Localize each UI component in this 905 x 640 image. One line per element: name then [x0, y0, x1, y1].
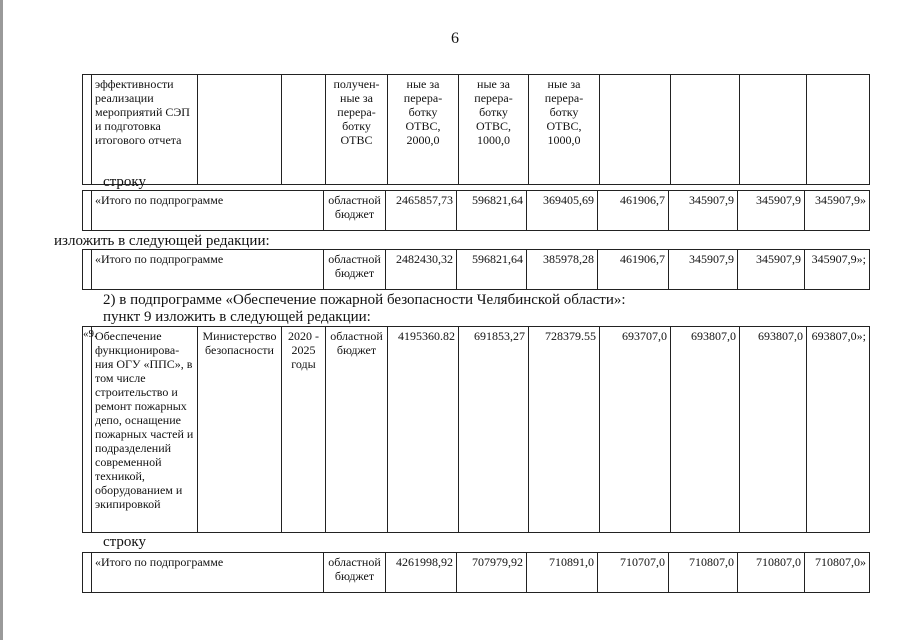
value-cell: 345907,9 [738, 250, 805, 290]
value-cell: 710807,0 [669, 553, 738, 593]
funding-source: областной бюджет [324, 250, 386, 290]
table-fragment-top [82, 74, 870, 185]
value-cell: 693707,0 [600, 327, 671, 533]
responsible-org: Министерство безопасности [198, 327, 282, 533]
table-row [83, 327, 870, 533]
value-cell: 693807,0»; [807, 327, 870, 533]
measure-description: эффективности реализации мероприятий СЭП и подготовка итогового отчета [92, 75, 198, 185]
funding-source: областной бюджет [326, 327, 388, 533]
table-item-9 [82, 326, 870, 533]
value-cell: 345907,9 [738, 191, 805, 231]
value-cell: 2465857,73 [386, 191, 457, 231]
instruction-text: строку [103, 174, 146, 190]
table-row [83, 191, 870, 231]
period: 2020 - 2025 годы [282, 327, 326, 533]
itogo-label: «Итого по подпрограмме [92, 250, 324, 290]
table-itogo-last [82, 552, 870, 593]
table-itogo-new [82, 249, 870, 290]
value-cell: 369405,69 [527, 191, 598, 231]
value-cell: 710807,0 [738, 553, 805, 593]
funding-source: областной бюджет [324, 553, 386, 593]
value-cell: 710807,0» [805, 553, 870, 593]
instruction-text: 2) в подпрограмме «Обеспечение пожарной безопасности Челябинской области»: [103, 292, 626, 308]
value-cell: 4261998,92 [386, 553, 457, 593]
value-cell: ные за перера-ботку ОТВС, 1000,0 [529, 75, 600, 185]
instruction-text: пункт 9 изложить в следующей редакции: [103, 309, 371, 325]
value-cell: ные за перера-ботку ОТВС, 2000,0 [388, 75, 459, 185]
value-cell: 728379.55 [529, 327, 600, 533]
value-cell: 710707,0 [598, 553, 669, 593]
table-row [83, 75, 870, 185]
measure-description: Обеспечение функционирова-ния ОГУ «ППС», в том числе строительство и ремонт пожарных депо, оснащение пожарных частей и подразделений современной техникой, оборудованием и экипировкой [92, 327, 198, 533]
value-cell: 345907,9» [805, 191, 870, 231]
value-cell: 707979,92 [457, 553, 527, 593]
page-edge [0, 0, 3, 640]
value-cell: 345907,9 [669, 191, 738, 231]
value-cell: 461906,7 [598, 250, 669, 290]
page-number: 6 [451, 30, 459, 47]
value-cell: 4195360.82 [388, 327, 459, 533]
instruction-text: строку [103, 534, 146, 550]
value-cell: 2482430,32 [386, 250, 457, 290]
itogo-label: «Итого по подпрограмме [92, 191, 324, 231]
funding-source: областной бюджет [324, 191, 386, 231]
itogo-label: «Итого по подпрограмме [92, 553, 324, 593]
value-cell: 345907,9 [669, 250, 738, 290]
value-cell: 596821,64 [457, 191, 527, 231]
value-cell: 710891,0 [527, 553, 598, 593]
instruction-text: изложить в следующей редакции: [54, 233, 270, 249]
value-cell: 596821,64 [457, 250, 527, 290]
value-cell: 385978,28 [527, 250, 598, 290]
funding-source: получен-ные за перера-ботку ОТВС [326, 75, 388, 185]
value-cell: 345907,9»; [805, 250, 870, 290]
value-cell: 691853,27 [459, 327, 529, 533]
value-cell: ные за перера-ботку ОТВС, 1000,0 [459, 75, 529, 185]
value-cell: 461906,7 [598, 191, 669, 231]
value-cell: 693807,0 [671, 327, 740, 533]
row-number: «9. [83, 327, 92, 533]
table-row [83, 553, 870, 593]
value-cell: 693807,0 [740, 327, 807, 533]
table-row [83, 250, 870, 290]
table-itogo-old [82, 190, 870, 231]
